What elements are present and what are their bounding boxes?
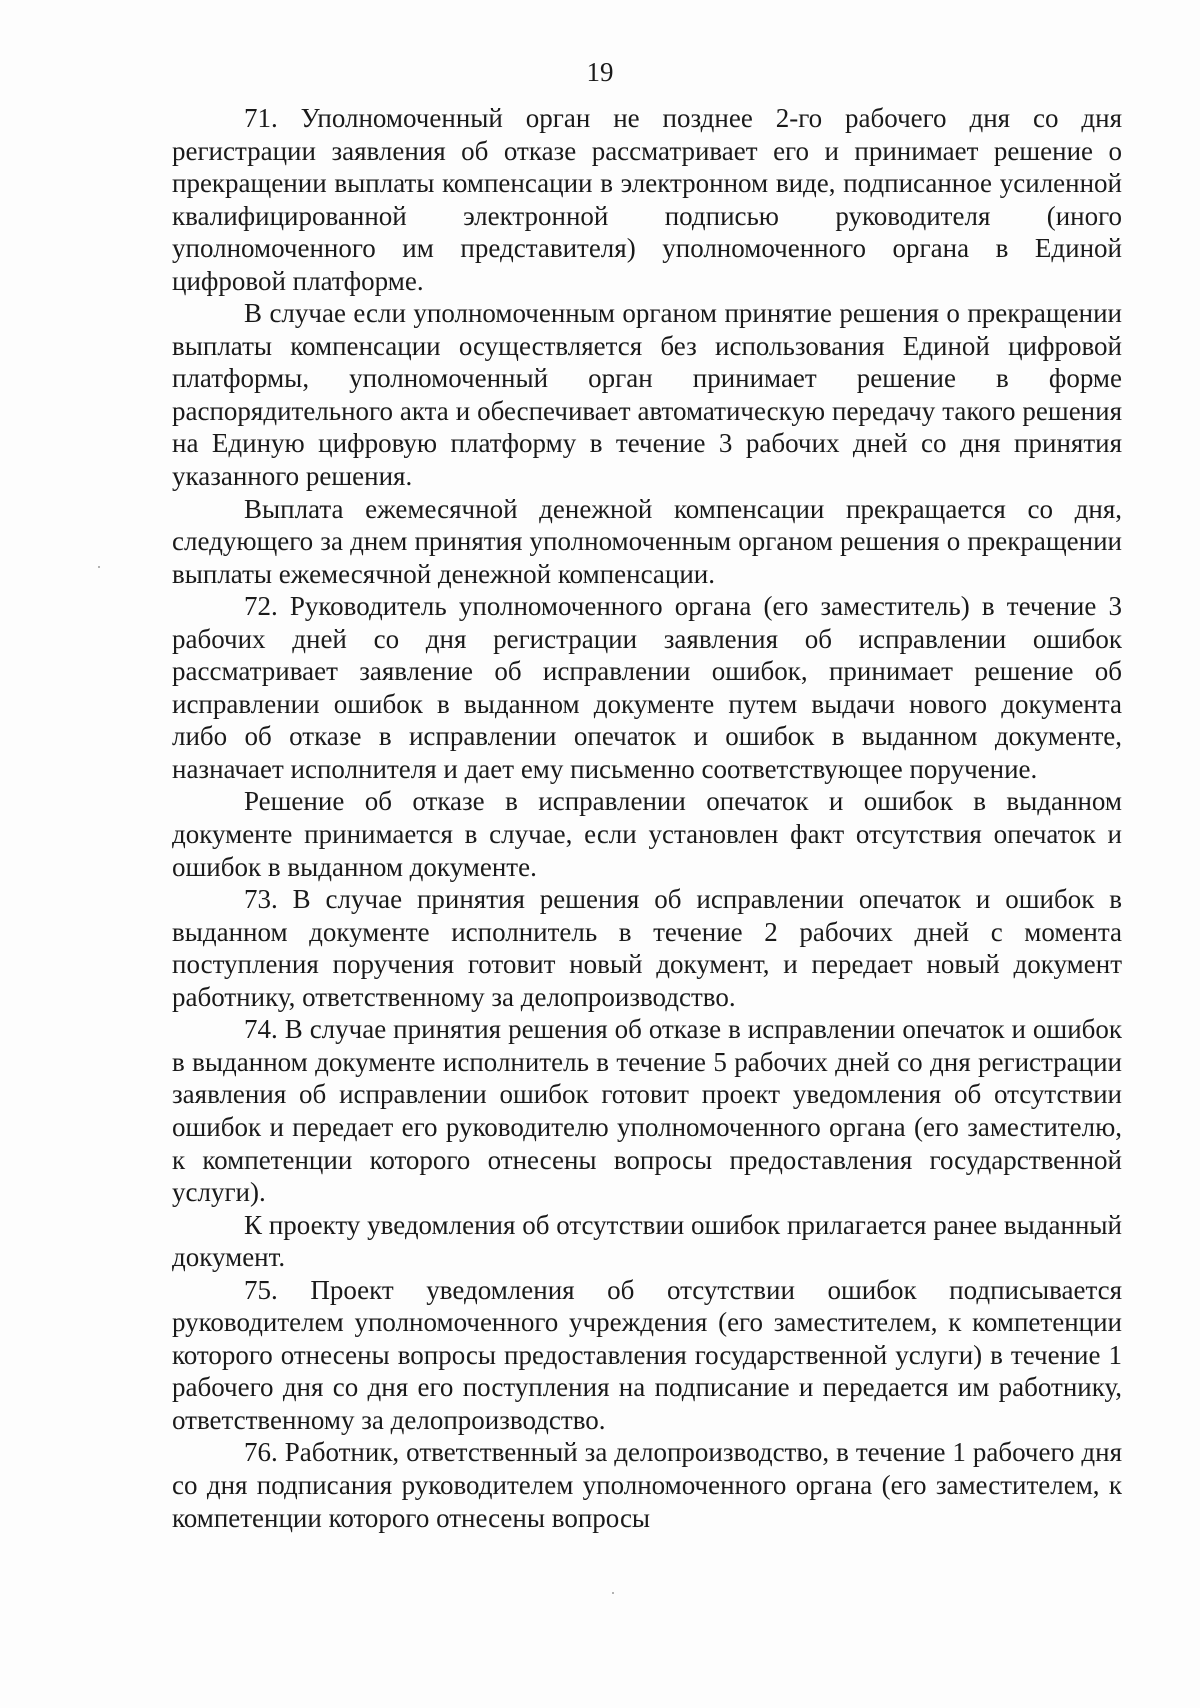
paragraph-71: 71. Уполномоченный орган не позднее 2-го рабочего дня со дня регистрации заявления об отказе рассматривает его и принимает решение о прекращении выплаты компенсации в электронном виде, подписанное усиленной квалифицированной электронной подписью руководителя (иного уполномоченного им представителя) уполномоченного органа в Единой цифровой платформе. [172,103,1122,296]
paragraph-73: 73. В случае принятия решения об исправлении опечаток и ошибок в выданном документе исполнитель в течение 2 рабочих дней с момента поступления поручения готовит новый документ, и передает новый документ работнику, ответственному за делопроизводство. [172,884,1122,1012]
paragraph-76: 76. Работник, ответственный за делопроизводство, в течение 1 рабочего дня со дня подписания руководителем уполномоченного органа (его заместителем, к компетенции которого отнесены вопросы [172,1437,1122,1533]
paragraph-71-decision-without-platform: В случае если уполномоченным органом принятие решения о прекращении выплаты компенсации осуществляется без использования Единой цифровой платформы, уполномоченный орган принимает решение в форме распорядительного акта и обеспечивает автоматическую передачу такого решения на Единую цифровую платформу в течение 3 рабочих дней со дня принятия указанного решения. [172,298,1122,492]
paragraph-75: 75. Проект уведомления об отсутствии ошибок подписывается руководителем уполномоченного учреждения (его заместителем, к компетенции которого отнесены вопросы предоставления государственной услуги) в течение 1 рабочего дня со дня его поступления на подписание и передается им работнику, ответственному за делопроизводство. [172,1274,1122,1435]
page-number: 19 [586,57,614,87]
scan-speck [98,566,100,568]
paragraph-74: 74. В случае принятия решения об отказе в исправлении опечаток и ошибок в выданном документе исполнитель в течение 5 рабочих дней со дня регистрации заявления об исправлении ошибок готовит проект уведомления об отсутствии ошибок и передает его руководителю уполномоченного органа (его заместителю, к компетенции которого отнесены вопросы предоставления государственной услуги). [172,1014,1122,1208]
paragraph-74-attachment: К проекту уведомления об отсутствии ошибок прилагается ранее выданный документ. [172,1209,1122,1273]
paragraph-72: 72. Руководитель уполномоченного органа (его заместитель) в течение 3 рабочих дней со дня регистрации заявления об исправлении ошибок рассматривает заявление об исправлении ошибок, принимает решение об исправлении ошибок в выданном документе путем выдачи нового документа либо об отказе в исправлении опечаток и ошибок в выданном документе, назначает исполнителя и дает ему письменно соответствующее поручение. [172,591,1122,784]
scan-speck [612,1592,614,1594]
paragraph-72-refusal-decision: Решение об отказе в исправлении опечаток и ошибок в выданном документе принимается в случае, если установлен факт отсутствия опечаток и ошибок в выданном документе. [172,786,1122,882]
document-body [172,102,1122,1534]
paragraph-71-payment-termination: Выплата ежемесячной денежной компенсации прекращается со дня, следующего за днем принятия уполномоченным органом решения о прекращении выплаты ежемесячной денежной компенсации. [172,493,1122,589]
